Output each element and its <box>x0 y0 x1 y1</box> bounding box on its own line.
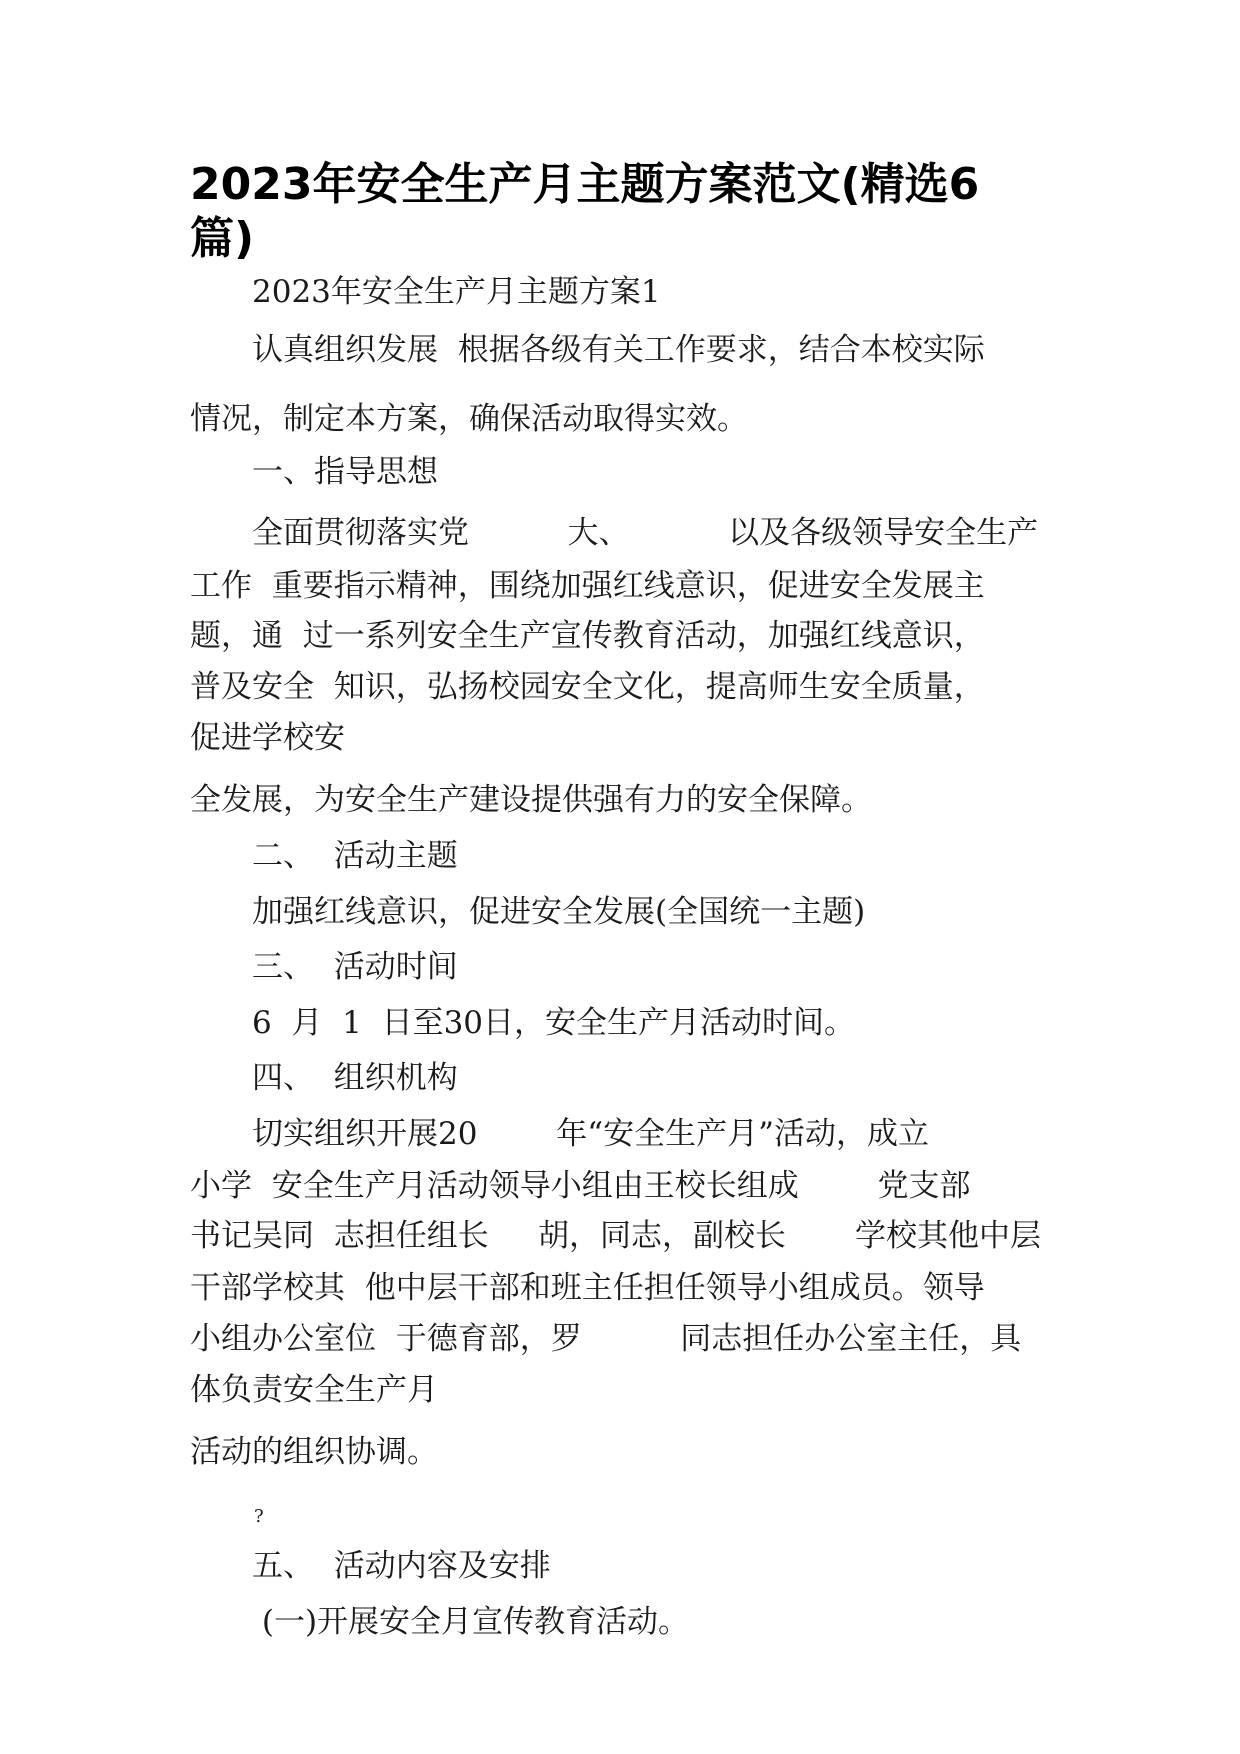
organization-paragraph-line-4: 干部学校其 他中层干部和班主任担任领导小组成员。领导 <box>190 1270 985 1306</box>
section-heading-organization: 四、 组织机构 <box>252 1060 458 1096</box>
section-heading-activity-theme: 二、 活动主题 <box>252 838 458 874</box>
organization-paragraph-line-2: 小学 安全生产月活动领导小组由王校长组成 党支部 <box>190 1168 971 1204</box>
organization-paragraph-line-1: 切实组织开展20 年“安全生产月”活动，成立 <box>252 1116 929 1152</box>
stray-question-mark: ? <box>254 1506 264 1527</box>
guiding-paragraph-line-3: 题，通 过一系列安全生产宣传教育活动，加强红线意识， <box>190 618 985 654</box>
organization-paragraph-line-3: 书记吴同 志担任组长 胡，同志，副校长 学校其他中层 <box>190 1218 1041 1254</box>
intro-paragraph-line-1: 认真组织发展 根据各级有关工作要求，结合本校实际 <box>252 332 985 368</box>
plan-subtitle: 2023年安全生产月主题方案1 <box>252 274 661 310</box>
guiding-paragraph-line-2: 工作 重要指示精神，围绕加强红线意识，促进安全发展主 <box>190 568 985 604</box>
guiding-paragraph-line-5: 促进学校安 <box>190 720 345 756</box>
organization-paragraph-line-5: 小组办公室位 于德育部，罗 同志担任办公室主任，具 <box>190 1321 1022 1357</box>
list-item-publicity-education: (一)开展安全月宣传教育活动。 <box>252 1604 690 1640</box>
organization-paragraph-line-6: 体负责安全生产月 <box>190 1372 438 1408</box>
document-title-line-1: 2023年安全生产月主题方案范文(精选6 <box>190 159 980 210</box>
section-heading-activity-content: 五、 活动内容及安排 <box>252 1548 551 1584</box>
guiding-paragraph-line-4: 普及安全 知识，弘扬校园安全文化，提高师生安全质量， <box>190 669 985 705</box>
section-heading-guiding-ideology: 一、指导思想 <box>252 454 438 490</box>
activity-theme-text: 加强红线意识，促进安全发展(全国统一主题) <box>252 894 866 930</box>
section-heading-activity-time: 三、 活动时间 <box>252 949 458 985</box>
guiding-paragraph-line-1: 全面贯彻落实党 大、 以及各级领导安全生产 <box>252 515 1039 551</box>
guiding-paragraph-line-6: 全发展，为安全生产建设提供强有力的安全保障。 <box>190 782 872 818</box>
intro-paragraph-line-2: 情况，制定本方案，确保活动取得实效。 <box>190 401 748 437</box>
document-title-line-2: 篇) <box>190 213 255 264</box>
organization-paragraph-line-7: 活动的组织协调。 <box>190 1434 438 1470</box>
activity-time-text: 6 月 1 日至30日，安全生产月活动时间。 <box>252 1005 856 1041</box>
